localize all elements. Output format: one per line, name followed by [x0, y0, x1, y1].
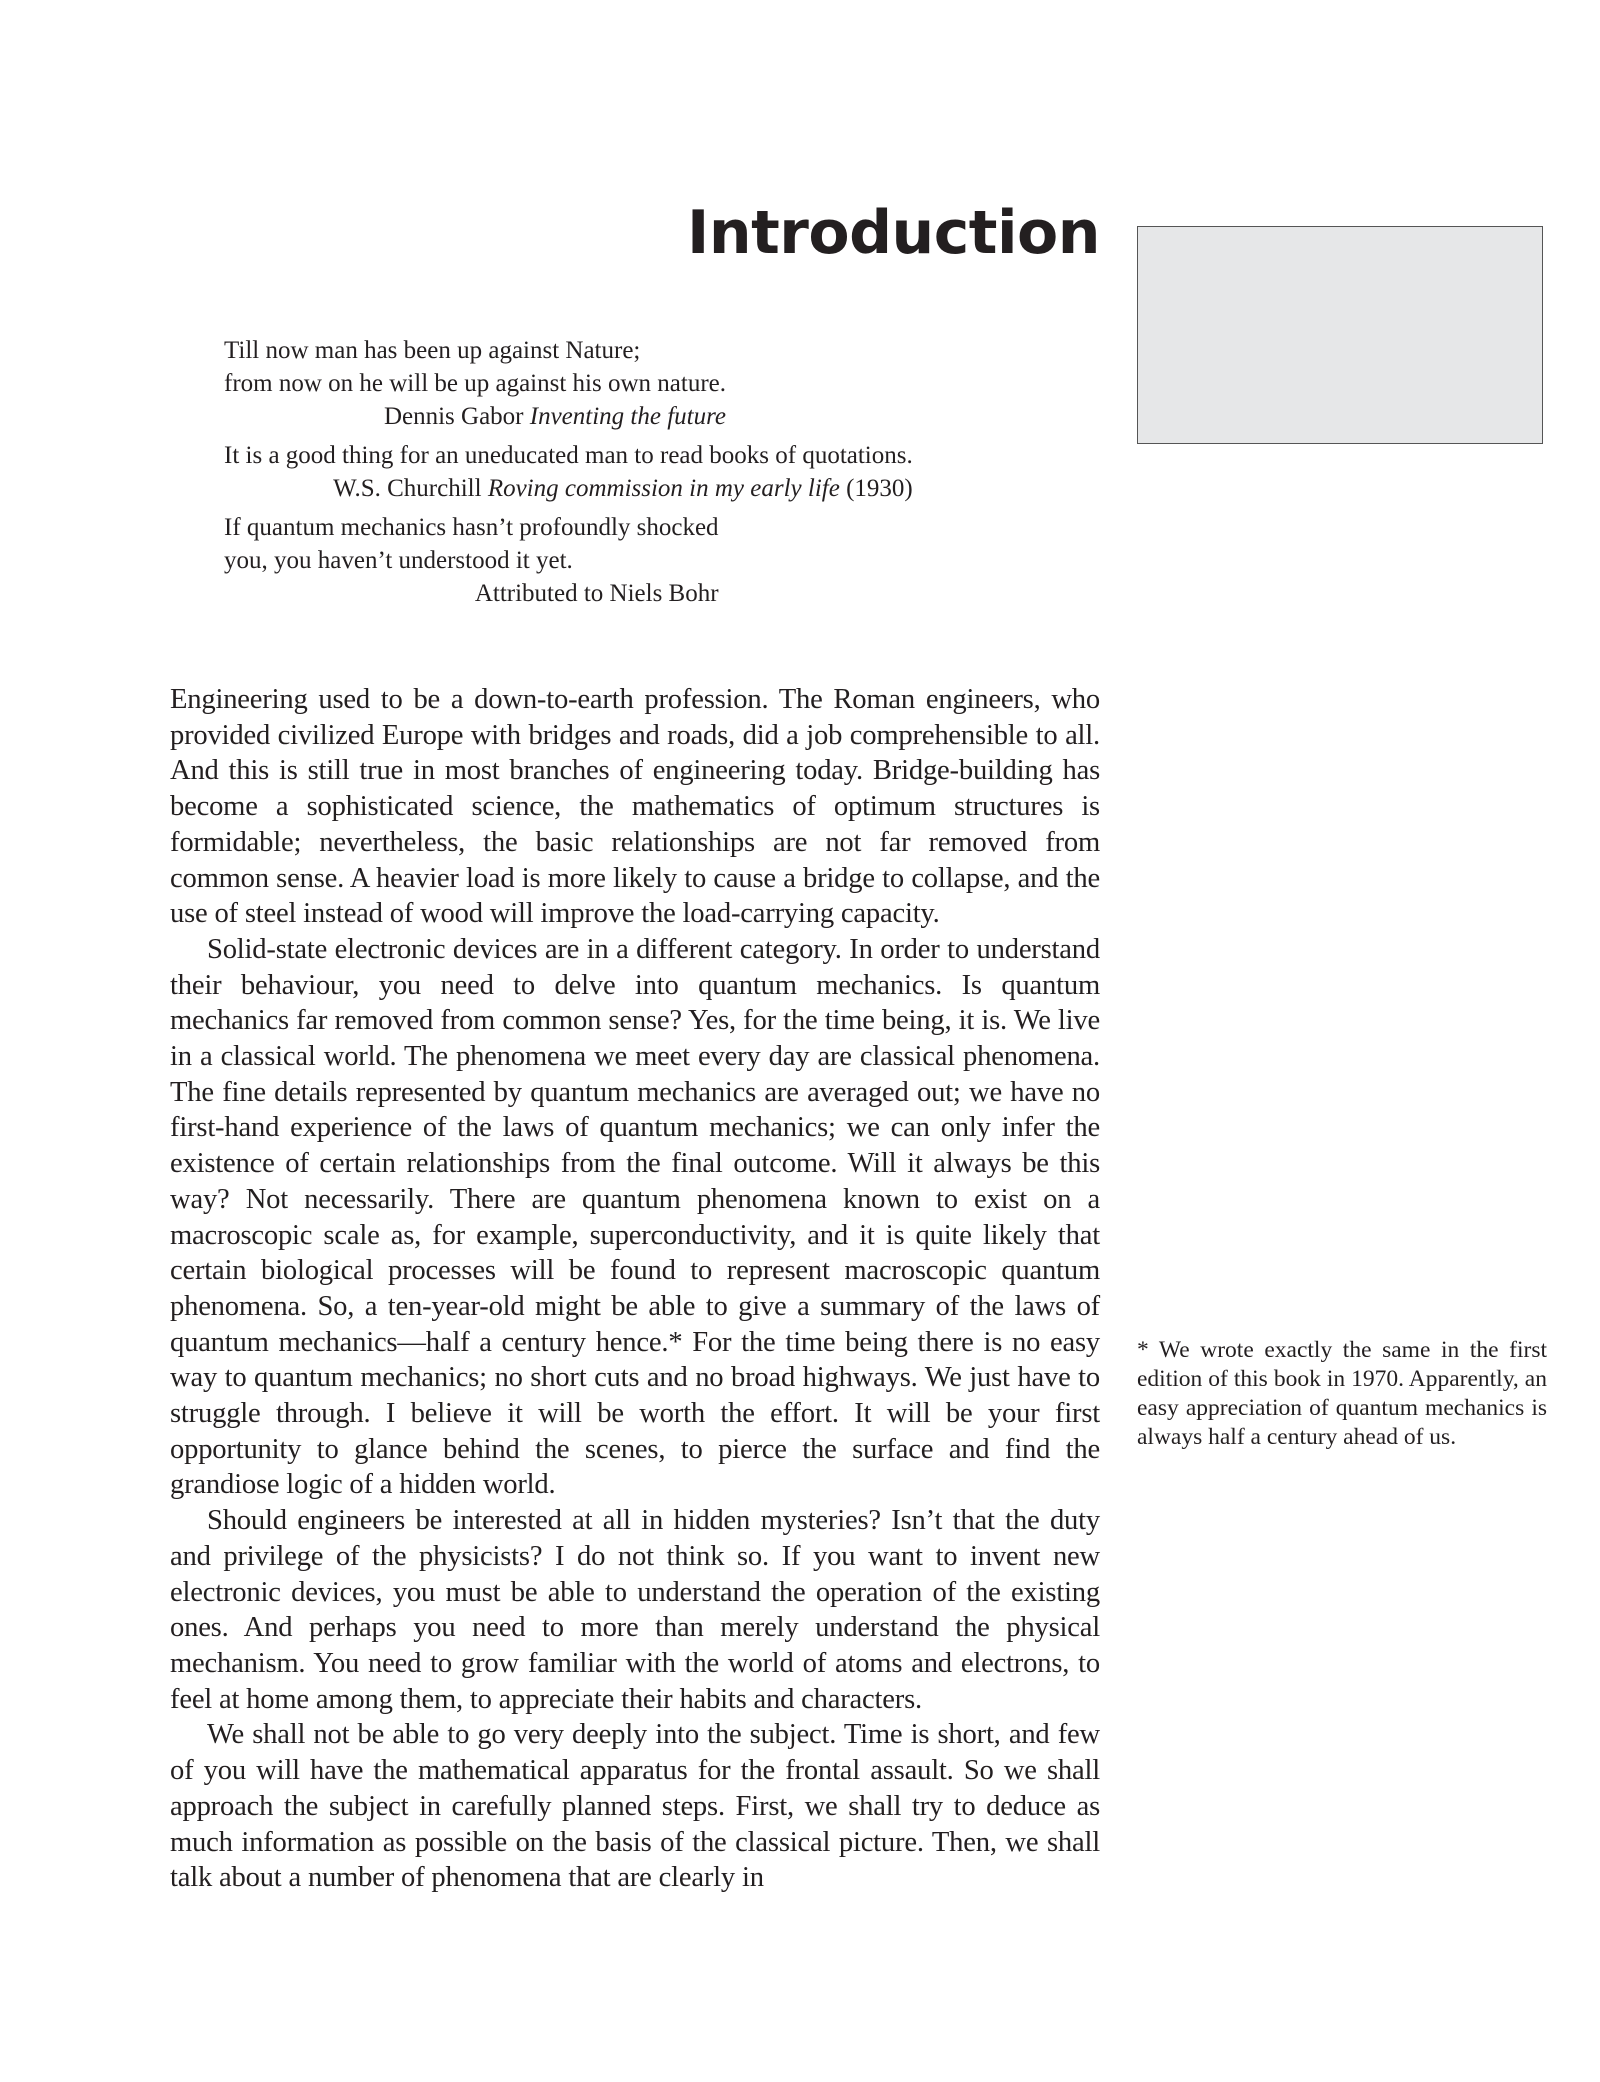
paragraph: Solid-state electronic devices are in a different category. In order to understand their behaviour, you need to delve into quantum mechanics. Is quantum mechanics far removed from common sense? Yes, for the time being, it is. We live in a classical world. The phenomena we meet every day are classical phenomena. The fine details represented by quantum mechanics are averaged out; we have no first-hand experience of the laws of quantum mechanics; we can only infer the existence of certain relationships from the final outcome. Will it always be this way? Not necessarily. There are quantum phenomena known to exist on a macroscopic scale as, for example, superconductivity, and it is quite likely that certain biological processes will be found to represent macroscopic quantum phenomena. So, a ten-year-old might be able to give a summary of the laws of quantum mechanics—half a century hence.* For the time being there is no easy way to quantum mechanics; no short cuts and no broad highways. We just have to struggle through. I believe it will be worth the effort. It will be your first opportunity to glance behind the scenes, to pierce the surface and find the grandiose logic of a hidden world.: [170, 933, 1100, 1501]
epigraph-author: Attributed to Niels Bohr: [474, 580, 719, 607]
epigraph-line: from now on he will be up against his own nature.: [224, 370, 726, 397]
footnote: * We wrote exactly the same in the first edition of this book in 1970. Apparently, an easy appreciation of quantum mechanics is always half a century ahead of us.: [1137, 1337, 1547, 1450]
paragraph: Should engineers be interested at all in hidden mysteries? Isn’t that the duty and privilege of the physicists? I do not think so. If you want to invent new electronic devices, you must be able to understand the operation of the existing ones. And perhaps you need to more than merely understand the physical mechanism. You need to grow familiar with the world of atoms and electrons, to feel at home among them, to appreciate their habits and characters.: [170, 1505, 1100, 1715]
epigraph-line: you, you haven’t understood it yet.: [224, 547, 573, 574]
epigraph-author: W.S. Churchill: [333, 475, 482, 502]
epigraph-attribution: [224, 577, 719, 610]
body-text: [170, 682, 1100, 1896]
epigraph-year: (1930): [846, 475, 913, 502]
epigraph-attribution: [224, 400, 726, 433]
epigraph-line: It is a good thing for an uneducated man to read books of quotations.: [224, 442, 913, 469]
epigraph-line: Till now man has been up against Nature;: [224, 337, 641, 364]
paragraph: Engineering used to be a down-to-earth profession. The Roman engineers, who provided civilized Europe with bridges and roads, did a job comprehensible to all. And this is still true in most branches of engineering today. Bridge-building has become a sophisticated science, the mathematics of optimum structures is formidable; nevertheless, the basic relationships are not far removed from common sense. A heavier load is more likely to cause a bridge to collapse, and the use of steel instead of wood will improve the load-carrying capacity.: [170, 684, 1100, 930]
grey-placeholder-box: [1137, 226, 1543, 444]
epigraph-churchill: [224, 439, 913, 505]
epigraphs: [224, 334, 913, 616]
page-title: Introduction: [687, 198, 1100, 268]
epigraph-work: Roving commission in my early life: [487, 475, 840, 502]
epigraph-work: Inventing the future: [529, 403, 726, 430]
epigraph-attribution: [224, 472, 913, 505]
epigraph-bohr: [224, 511, 719, 610]
epigraph-gabor: [224, 334, 726, 433]
epigraph-author: Dennis Gabor: [383, 403, 524, 430]
paragraph: We shall not be able to go very deeply into the subject. Time is short, and few of you will have the mathematical apparatus for the frontal assault. So we shall approach the subject in carefully planned steps. First, we shall try to deduce as much information as possible on the basis of the classical picture. Then, we shall talk about a number of phenomena that are clearly in: [170, 1719, 1100, 1894]
epigraph-line: If quantum mechanics hasn’t profoundly shocked: [224, 514, 719, 541]
